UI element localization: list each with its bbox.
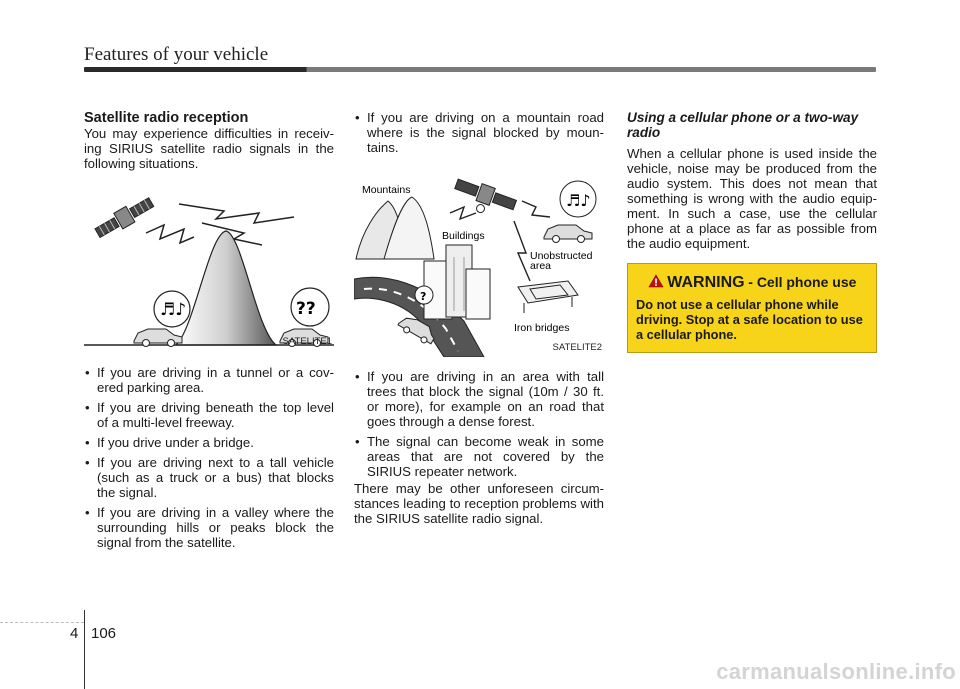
list-item: • The signal can become weak in some areas that are not covered by the SIRIUS repeater network. bbox=[354, 434, 604, 479]
svg-text:♬♪: ♬♪ bbox=[160, 300, 187, 320]
warning-word: WARNING bbox=[667, 274, 745, 291]
car-icon bbox=[134, 329, 182, 347]
warning-header bbox=[636, 274, 868, 291]
watermark: carmanualsonline.info bbox=[716, 659, 956, 684]
warning-triangle-icon bbox=[648, 274, 664, 288]
signal-wave-icon bbox=[450, 207, 476, 219]
bullet-list-middle-top bbox=[354, 110, 604, 155]
chapter-number: 4 bbox=[70, 625, 79, 642]
bullet-list-left bbox=[84, 365, 334, 550]
question-bubble-icon bbox=[291, 288, 329, 326]
reception-obstacles-illustration bbox=[354, 161, 604, 357]
mountain-icon bbox=[356, 197, 434, 259]
list-item: • If you drive under a bridge. bbox=[84, 435, 334, 450]
closing-paragraph: There may be other unforeseen circum- stances leading to reception problems with the SIRIUS satellite radio signal. bbox=[354, 481, 604, 526]
label-area: area bbox=[530, 260, 552, 272]
section-heading-cellphone: Using a cellular phone or a two-way radio bbox=[627, 110, 859, 140]
list-item: • If you are driving next to a tall vehicle (such as a truck or a bus) that blocks the signal. bbox=[84, 455, 334, 500]
list-item: • If you are driving in a valley where the surrounding hills or peaks block the signal from the satellite. bbox=[84, 505, 334, 550]
figure-label: SATELITE1 bbox=[282, 336, 332, 347]
warning-box bbox=[627, 263, 877, 353]
svg-text:♬♪: ♬♪ bbox=[566, 191, 591, 210]
list-item: • If you are driving in an area with tall trees that block the signal (10m / 30 ft. or more), for example on an road that goes through a dense forest. bbox=[354, 369, 604, 429]
warning-text: Do not use a cellular phone while driving. Stop at a safe location to use a cellular phone. bbox=[636, 297, 863, 342]
satellite-mountain-illustration bbox=[84, 179, 334, 351]
satellite-icon bbox=[450, 175, 518, 223]
signal-wave-icon bbox=[522, 201, 550, 217]
list-item: • If you are driving on a mountain road where is the signal blocked by moun- tains. bbox=[354, 110, 604, 155]
signal-wave-icon bbox=[179, 204, 294, 223]
left-column bbox=[84, 110, 334, 555]
svg-text:?: ? bbox=[420, 290, 427, 303]
middle-column bbox=[354, 110, 604, 526]
warning-subject: - Cell phone use bbox=[748, 274, 857, 290]
header-rule bbox=[84, 67, 876, 72]
footer-dashed-rule bbox=[0, 622, 84, 623]
bullet-list-middle bbox=[354, 369, 604, 479]
figure-satelite2 bbox=[354, 161, 604, 357]
cellphone-paragraph: When a cellular phone is used inside the vehicle, noise may be produced from the audio system. This does not mean that something is wrong with the audio equip- ment. In such a case, use the cellular phone at a place as far as possible from the audio equipment. bbox=[627, 146, 877, 251]
satellite-icon bbox=[93, 194, 156, 241]
iron-bridge-icon bbox=[518, 281, 578, 313]
right-column bbox=[627, 110, 877, 353]
intro-paragraph: You may experience difficulties in receiv- ing SIRIUS satellite radio signals in the following situations. bbox=[84, 126, 334, 171]
music-bubble-icon bbox=[154, 291, 190, 327]
figure-satelite1 bbox=[84, 179, 334, 351]
signal-wave-icon bbox=[514, 221, 530, 281]
page-number: 106 bbox=[91, 625, 117, 642]
mountain-icon bbox=[176, 231, 276, 345]
label-mountains: Mountains bbox=[362, 184, 411, 196]
list-item: • If you are driving in a tunnel or a cov- ered parking area. bbox=[84, 365, 334, 395]
car-icon bbox=[544, 225, 592, 243]
footer-vertical-rule bbox=[84, 610, 85, 689]
svg-text:??: ?? bbox=[296, 299, 316, 319]
page-header-title: Features of your vehicle bbox=[84, 44, 269, 65]
signal-wave-icon bbox=[146, 225, 194, 243]
list-item: • If you are driving beneath the top level of a multi-level freeway. bbox=[84, 400, 334, 430]
figure-label: SATELITE2 bbox=[552, 342, 602, 353]
music-bubble-icon bbox=[560, 181, 596, 217]
label-buildings: Buildings bbox=[442, 230, 485, 242]
section-heading-satellite: Satellite radio reception bbox=[84, 110, 249, 126]
label-unobstructed: Unobstructed bbox=[530, 250, 593, 262]
label-iron-bridges: Iron bridges bbox=[514, 322, 570, 334]
question-bubble-icon bbox=[415, 286, 433, 304]
